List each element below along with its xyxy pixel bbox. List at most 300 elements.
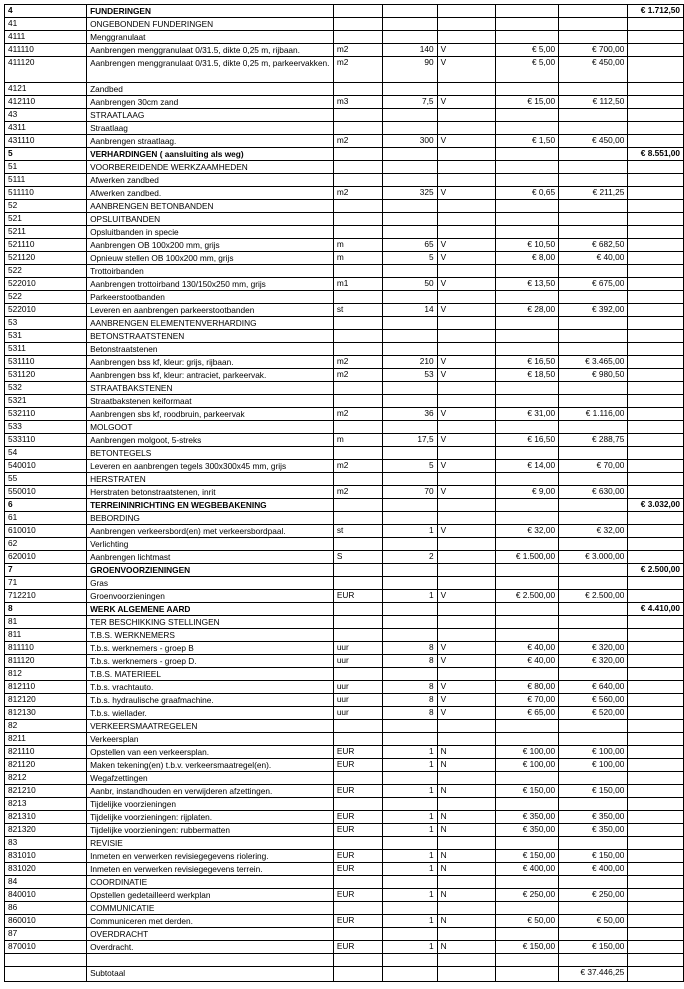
- description-cell: BETONSTRAATSTENEN: [87, 329, 334, 342]
- code-cell: 533: [5, 420, 87, 433]
- section-total-cell: [628, 823, 684, 836]
- flag-cell: [437, 602, 495, 615]
- code-cell: 521: [5, 212, 87, 225]
- code-cell: 522: [5, 290, 87, 303]
- section-total-cell: [628, 888, 684, 901]
- description-cell: WERK ALGEMENE AARD: [87, 602, 334, 615]
- amount-cell: [559, 329, 628, 342]
- section-total-cell: [628, 446, 684, 459]
- unit-cell: EUR: [333, 784, 382, 797]
- unit-cell: st: [333, 524, 382, 537]
- unit-price-cell: € 65,00: [495, 706, 558, 719]
- unit-cell: m3: [333, 95, 382, 108]
- quantity-cell: [382, 615, 437, 628]
- flag-cell: [437, 329, 495, 342]
- section-total-cell: [628, 537, 684, 550]
- unit-price-cell: € 40,00: [495, 641, 558, 654]
- unit-price-cell: [495, 394, 558, 407]
- unit-cell: uur: [333, 654, 382, 667]
- unit-price-cell: [495, 212, 558, 225]
- amount-cell: € 320,00: [559, 654, 628, 667]
- quantity-cell: [382, 18, 437, 31]
- code-cell: 82: [5, 719, 87, 732]
- unit-price-cell: [495, 836, 558, 849]
- flag-cell: [437, 394, 495, 407]
- table-row: [5, 810, 684, 823]
- amount-cell: [559, 316, 628, 329]
- description-cell: Opnieuw stellen OB 100x200 mm, grijs: [87, 251, 334, 264]
- unit-price-cell: [495, 576, 558, 589]
- unit-cell: [333, 420, 382, 433]
- unit-cell: [333, 212, 382, 225]
- code-cell: 511110: [5, 186, 87, 199]
- table-row: [5, 251, 684, 264]
- code-cell: 860010: [5, 914, 87, 927]
- group-header-row: [5, 797, 684, 810]
- description-cell: Aanbrengen lichtmast: [87, 550, 334, 563]
- code-cell: [5, 966, 87, 981]
- flag-cell: V: [437, 680, 495, 693]
- unit-price-cell: [495, 472, 558, 485]
- description-cell: COORDINATIE: [87, 875, 334, 888]
- quantity-cell: [382, 953, 437, 966]
- quantity-cell: [382, 381, 437, 394]
- table-row: [5, 823, 684, 836]
- flag-cell: [437, 719, 495, 732]
- code-cell: 55: [5, 472, 87, 485]
- section-total-cell: [628, 706, 684, 719]
- code-cell: 43: [5, 108, 87, 121]
- amount-cell: € 700,00: [559, 44, 628, 57]
- table-row: [5, 186, 684, 199]
- table-row: [5, 914, 684, 927]
- amount-cell: [559, 628, 628, 641]
- quantity-cell: 210: [382, 355, 437, 368]
- flag-cell: [437, 511, 495, 524]
- amount-cell: [559, 732, 628, 745]
- description-cell: Herstraten betonstraatstenen, inrit: [87, 485, 334, 498]
- section-total-cell: [628, 966, 684, 981]
- quantity-cell: [382, 576, 437, 589]
- unit-price-cell: € 2.500,00: [495, 589, 558, 602]
- table-row: [5, 57, 684, 83]
- code-cell: 431110: [5, 134, 87, 147]
- description-cell: Tijdelijke voorzieningen: rijplaten.: [87, 810, 334, 823]
- code-cell: 4111: [5, 31, 87, 44]
- section-total-cell: [628, 134, 684, 147]
- code-cell: 522010: [5, 277, 87, 290]
- unit-price-cell: € 350,00: [495, 810, 558, 823]
- group-header-row: [5, 446, 684, 459]
- flag-cell: [437, 576, 495, 589]
- flag-cell: V: [437, 524, 495, 537]
- unit-cell: EUR: [333, 745, 382, 758]
- unit-price-cell: [495, 875, 558, 888]
- unit-cell: uur: [333, 706, 382, 719]
- unit-cell: [333, 381, 382, 394]
- quantity-cell: [382, 31, 437, 44]
- section-total-cell: [628, 940, 684, 953]
- section-total-cell: [628, 745, 684, 758]
- section-total-cell: [628, 784, 684, 797]
- amount-cell: € 320,00: [559, 641, 628, 654]
- unit-price-cell: € 32,00: [495, 524, 558, 537]
- quantity-cell: 5: [382, 459, 437, 472]
- quantity-cell: 50: [382, 277, 437, 290]
- amount-cell: € 1.116,00: [559, 407, 628, 420]
- section-total-cell: [628, 355, 684, 368]
- quantity-cell: 2: [382, 550, 437, 563]
- description-cell: Afwerken zandbed: [87, 173, 334, 186]
- unit-price-cell: € 9,00: [495, 485, 558, 498]
- unit-cell: [333, 953, 382, 966]
- group-header-row: [5, 836, 684, 849]
- unit-cell: EUR: [333, 888, 382, 901]
- unit-cell: [333, 31, 382, 44]
- section-total-cell: [628, 810, 684, 823]
- quantity-cell: [382, 199, 437, 212]
- unit-cell: EUR: [333, 823, 382, 836]
- description-cell: Aanbrengen menggranulaat 0/31.5, dikte 0,25 m, parkeervakken.: [87, 57, 334, 83]
- unit-price-cell: € 100,00: [495, 758, 558, 771]
- code-cell: 84: [5, 875, 87, 888]
- quantity-cell: 8: [382, 680, 437, 693]
- flag-cell: [437, 537, 495, 550]
- unit-price-cell: € 150,00: [495, 784, 558, 797]
- amount-cell: € 3.465,00: [559, 355, 628, 368]
- quantity-cell: 1: [382, 758, 437, 771]
- unit-price-cell: [495, 602, 558, 615]
- description-cell: Overdracht.: [87, 940, 334, 953]
- group-header-row: [5, 472, 684, 485]
- quantity-cell: [382, 212, 437, 225]
- amount-cell: [559, 875, 628, 888]
- description-cell: Verkeersplan: [87, 732, 334, 745]
- code-cell: 5321: [5, 394, 87, 407]
- code-cell: 4121: [5, 82, 87, 95]
- section-total-cell: € 1.712,50: [628, 5, 684, 18]
- section-total-cell: [628, 693, 684, 706]
- flag-cell: N: [437, 823, 495, 836]
- description-cell: T.b.s. hydraulische graafmachine.: [87, 693, 334, 706]
- description-cell: VOORBEREIDENDE WERKZAAMHEDEN: [87, 160, 334, 173]
- group-header-row: [5, 394, 684, 407]
- table-row: [5, 485, 684, 498]
- section-total-cell: [628, 953, 684, 966]
- unit-cell: [333, 472, 382, 485]
- table-row: [5, 355, 684, 368]
- quantity-cell: 5: [382, 251, 437, 264]
- description-cell: Gras: [87, 576, 334, 589]
- section-total-cell: [628, 576, 684, 589]
- group-header-row: [5, 511, 684, 524]
- code-cell: 86: [5, 901, 87, 914]
- amount-cell: [559, 537, 628, 550]
- unit-cell: EUR: [333, 862, 382, 875]
- unit-price-cell: [495, 537, 558, 550]
- flag-cell: V: [437, 134, 495, 147]
- section-total-cell: [628, 57, 684, 83]
- description-cell: Trottoirbanden: [87, 264, 334, 277]
- unit-price-cell: [495, 316, 558, 329]
- code-cell: 8212: [5, 771, 87, 784]
- section-row: [5, 563, 684, 576]
- code-cell: 821110: [5, 745, 87, 758]
- description-cell: Opstellen gedetailleerd werkplan: [87, 888, 334, 901]
- table-row: [5, 459, 684, 472]
- amount-cell: € 682,50: [559, 238, 628, 251]
- flag-cell: [437, 797, 495, 810]
- flag-cell: [437, 472, 495, 485]
- section-total-cell: [628, 849, 684, 862]
- flag-cell: V: [437, 589, 495, 602]
- flag-cell: V: [437, 355, 495, 368]
- section-total-cell: [628, 329, 684, 342]
- section-total-cell: [628, 290, 684, 303]
- quantity-cell: [382, 82, 437, 95]
- amount-cell: [559, 953, 628, 966]
- quantity-cell: [382, 719, 437, 732]
- quantity-cell: 1: [382, 823, 437, 836]
- group-header-row: [5, 667, 684, 680]
- unit-cell: m2: [333, 485, 382, 498]
- description-cell: HERSTRATEN: [87, 472, 334, 485]
- quantity-cell: [382, 628, 437, 641]
- amount-cell: [559, 290, 628, 303]
- quantity-cell: [382, 901, 437, 914]
- unit-cell: [333, 108, 382, 121]
- amount-cell: € 150,00: [559, 784, 628, 797]
- group-header-row: [5, 719, 684, 732]
- section-total-cell: [628, 277, 684, 290]
- unit-price-cell: € 100,00: [495, 745, 558, 758]
- flag-cell: V: [437, 459, 495, 472]
- flag-cell: [437, 199, 495, 212]
- unit-cell: [333, 576, 382, 589]
- flag-cell: [437, 212, 495, 225]
- amount-cell: [559, 381, 628, 394]
- description-cell: BETONTEGELS: [87, 446, 334, 459]
- quantity-cell: 1: [382, 745, 437, 758]
- description-cell: Tijdelijke voorzieningen: rubbermatten: [87, 823, 334, 836]
- unit-cell: m: [333, 251, 382, 264]
- description-cell: Communiceren met derden.: [87, 914, 334, 927]
- unit-cell: EUR: [333, 758, 382, 771]
- code-cell: 6: [5, 498, 87, 511]
- flag-cell: V: [437, 186, 495, 199]
- unit-cell: [333, 394, 382, 407]
- unit-price-cell: [495, 953, 558, 966]
- quantity-cell: [382, 563, 437, 576]
- unit-cell: EUR: [333, 589, 382, 602]
- unit-cell: m2: [333, 57, 382, 83]
- description-cell: Aanbrengen verkeersbord(en) met verkeersbordpaal.: [87, 524, 334, 537]
- description-cell: Aanbrengen straatlaag.: [87, 134, 334, 147]
- unit-price-cell: € 50,00: [495, 914, 558, 927]
- flag-cell: [437, 446, 495, 459]
- flag-cell: V: [437, 303, 495, 316]
- amount-cell: € 392,00: [559, 303, 628, 316]
- section-total-cell: [628, 719, 684, 732]
- description-cell: Zandbed: [87, 82, 334, 95]
- code-cell: 812: [5, 667, 87, 680]
- quantity-cell: 1: [382, 862, 437, 875]
- quantity-cell: [382, 498, 437, 511]
- amount-cell: € 450,00: [559, 134, 628, 147]
- section-total-cell: [628, 199, 684, 212]
- quantity-cell: [382, 511, 437, 524]
- unit-price-cell: € 14,00: [495, 459, 558, 472]
- flag-cell: V: [437, 238, 495, 251]
- amount-cell: [559, 342, 628, 355]
- code-cell: 521120: [5, 251, 87, 264]
- amount-cell: [559, 498, 628, 511]
- description-cell: REVISIE: [87, 836, 334, 849]
- amount-cell: € 50,00: [559, 914, 628, 927]
- amount-cell: € 640,00: [559, 680, 628, 693]
- group-header-row: [5, 329, 684, 342]
- group-header-row: [5, 82, 684, 95]
- flag-cell: N: [437, 758, 495, 771]
- unit-price-cell: € 250,00: [495, 888, 558, 901]
- section-total-cell: [628, 875, 684, 888]
- group-header-row: [5, 381, 684, 394]
- unit-cell: EUR: [333, 810, 382, 823]
- unit-price-cell: € 16,50: [495, 433, 558, 446]
- section-total-cell: [628, 511, 684, 524]
- section-total-cell: [628, 901, 684, 914]
- quantity-cell: 1: [382, 810, 437, 823]
- unit-price-cell: [495, 147, 558, 160]
- unit-cell: EUR: [333, 914, 382, 927]
- flag-cell: [437, 953, 495, 966]
- group-header-row: [5, 901, 684, 914]
- section-total-cell: [628, 368, 684, 381]
- unit-cell: [333, 160, 382, 173]
- description-cell: AANBRENGEN ELEMENTENVERHARDING: [87, 316, 334, 329]
- section-total-cell: [628, 524, 684, 537]
- amount-cell: [559, 82, 628, 95]
- flag-cell: [437, 121, 495, 134]
- unit-price-cell: [495, 108, 558, 121]
- unit-price-cell: [495, 173, 558, 186]
- code-cell: 712210: [5, 589, 87, 602]
- quantity-cell: [382, 472, 437, 485]
- table-row: [5, 758, 684, 771]
- quantity-cell: [382, 732, 437, 745]
- flag-cell: V: [437, 706, 495, 719]
- quantity-cell: [382, 875, 437, 888]
- description-cell: Subtotaal: [87, 966, 334, 981]
- section-total-cell: [628, 615, 684, 628]
- flag-cell: V: [437, 485, 495, 498]
- amount-cell: [559, 108, 628, 121]
- unit-cell: uur: [333, 680, 382, 693]
- description-cell: AANBRENGEN BETONBANDEN: [87, 199, 334, 212]
- unit-cell: [333, 615, 382, 628]
- section-total-cell: € 4.410,00: [628, 602, 684, 615]
- section-row: [5, 602, 684, 615]
- section-total-cell: [628, 173, 684, 186]
- unit-cell: [333, 290, 382, 303]
- amount-cell: € 40,00: [559, 251, 628, 264]
- unit-price-cell: € 0,65: [495, 186, 558, 199]
- description-cell: T.b.s. werknemers - groep D.: [87, 654, 334, 667]
- description-cell: STRAATBAKSTENEN: [87, 381, 334, 394]
- quantity-cell: 8: [382, 641, 437, 654]
- code-cell: 812120: [5, 693, 87, 706]
- unit-cell: [333, 446, 382, 459]
- code-cell: 7: [5, 563, 87, 576]
- group-header-row: [5, 199, 684, 212]
- flag-cell: V: [437, 368, 495, 381]
- description-cell: STRAATLAAG: [87, 108, 334, 121]
- description-cell: Maken tekening(en) t.b.v. verkeersmaatregel(en).: [87, 758, 334, 771]
- flag-cell: [437, 966, 495, 981]
- unit-price-cell: [495, 290, 558, 303]
- code-cell: [5, 953, 87, 966]
- description-cell: Betonstraatstenen: [87, 342, 334, 355]
- table-row: [5, 95, 684, 108]
- unit-cell: [333, 316, 382, 329]
- unit-price-cell: € 31,00: [495, 407, 558, 420]
- group-header-row: [5, 212, 684, 225]
- code-cell: 821120: [5, 758, 87, 771]
- table-row: [5, 44, 684, 57]
- table-row: [5, 641, 684, 654]
- unit-price-cell: [495, 121, 558, 134]
- unit-price-cell: [495, 797, 558, 810]
- code-cell: 831020: [5, 862, 87, 875]
- group-header-row: [5, 160, 684, 173]
- code-cell: 5311: [5, 342, 87, 355]
- quantity-cell: [382, 966, 437, 981]
- section-row: [5, 147, 684, 160]
- code-cell: 811: [5, 628, 87, 641]
- code-cell: 52: [5, 199, 87, 212]
- section-total-cell: [628, 225, 684, 238]
- group-header-row: [5, 732, 684, 745]
- flag-cell: N: [437, 810, 495, 823]
- code-cell: 51: [5, 160, 87, 173]
- quantity-cell: [382, 394, 437, 407]
- quantity-cell: 1: [382, 784, 437, 797]
- unit-cell: [333, 732, 382, 745]
- description-cell: COMMUNICATIE: [87, 901, 334, 914]
- section-total-cell: [628, 18, 684, 31]
- group-header-row: [5, 108, 684, 121]
- section-total-cell: [628, 31, 684, 44]
- quantity-cell: 65: [382, 238, 437, 251]
- section-row: [5, 5, 684, 18]
- code-cell: 540010: [5, 459, 87, 472]
- section-total-cell: [628, 641, 684, 654]
- description-cell: MOLGOOT: [87, 420, 334, 433]
- quantity-cell: 90: [382, 57, 437, 83]
- description-cell: Straatbakstenen keiformaat: [87, 394, 334, 407]
- description-cell: Leveren en aanbrengen parkeerstootbanden: [87, 303, 334, 316]
- flag-cell: [437, 381, 495, 394]
- description-cell: T.b.s. werknemers - groep B: [87, 641, 334, 654]
- unit-cell: [333, 147, 382, 160]
- section-total-cell: [628, 44, 684, 57]
- quantity-cell: 300: [382, 134, 437, 147]
- group-header-row: [5, 771, 684, 784]
- code-cell: 53: [5, 316, 87, 329]
- amount-cell: [559, 667, 628, 680]
- quantity-cell: 8: [382, 654, 437, 667]
- amount-cell: [559, 121, 628, 134]
